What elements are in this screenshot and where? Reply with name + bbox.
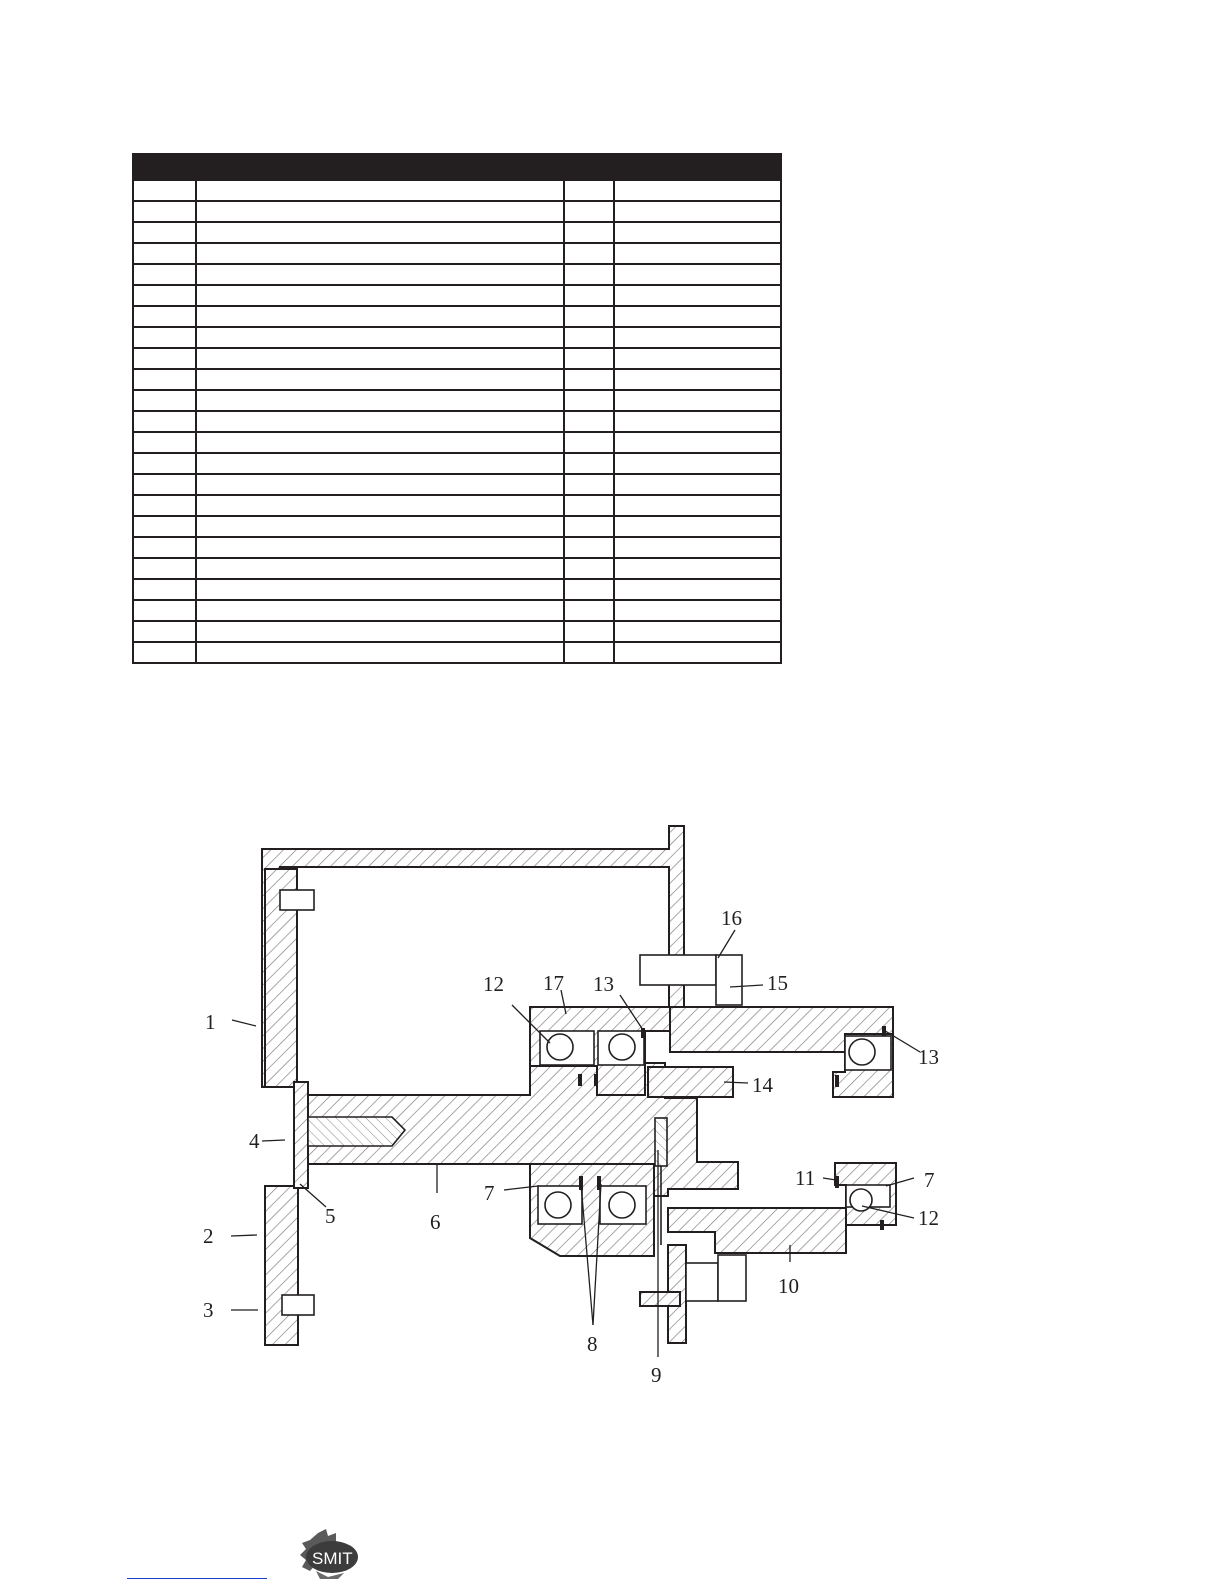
callout-label: 13 [918,1045,939,1069]
callout-label: 12 [483,972,504,996]
callout-label: 7 [924,1168,935,1192]
callout-label: 3 [203,1298,214,1322]
bearing-ball [609,1192,635,1218]
lower-block [640,1292,680,1306]
lower-arm [668,1208,846,1253]
bolt-head [718,1255,746,1301]
callout-label: 7 [484,1181,495,1205]
bolt [686,1263,718,1301]
callout-label: 10 [778,1274,799,1298]
flange-washer [294,1082,308,1188]
callout-label: 5 [325,1204,336,1228]
bolt-head [716,955,742,1005]
callout-label: 15 [767,971,788,995]
callout-label: 14 [752,1073,773,1097]
callout-label: 2 [203,1224,214,1248]
bolt [280,890,314,910]
callout-label: 12 [918,1206,939,1230]
key [655,1118,667,1166]
callout-label: 1 [205,1010,216,1034]
bolt [640,955,716,985]
callout-label: 6 [430,1210,441,1234]
collar [648,1067,733,1097]
callout-label: 4 [249,1129,260,1153]
callout-label: 8 [587,1332,598,1356]
callout-label: 11 [795,1166,816,1190]
callout-label: 17 [543,971,564,995]
bearing-ball [545,1192,571,1218]
footer-link-rule [127,1578,267,1579]
bearing-ball [849,1039,875,1065]
lower-plate [265,1186,298,1345]
callout-label: 13 [593,972,614,996]
callout-label: 16 [721,906,742,930]
logo-text: SMIT [312,1549,353,1568]
screw [308,1117,405,1146]
bolt [282,1295,314,1315]
callout-label: 9 [651,1363,662,1387]
bearing-ball [609,1034,635,1060]
bearing-ball [547,1034,573,1060]
smit-logo [298,1527,378,1581]
